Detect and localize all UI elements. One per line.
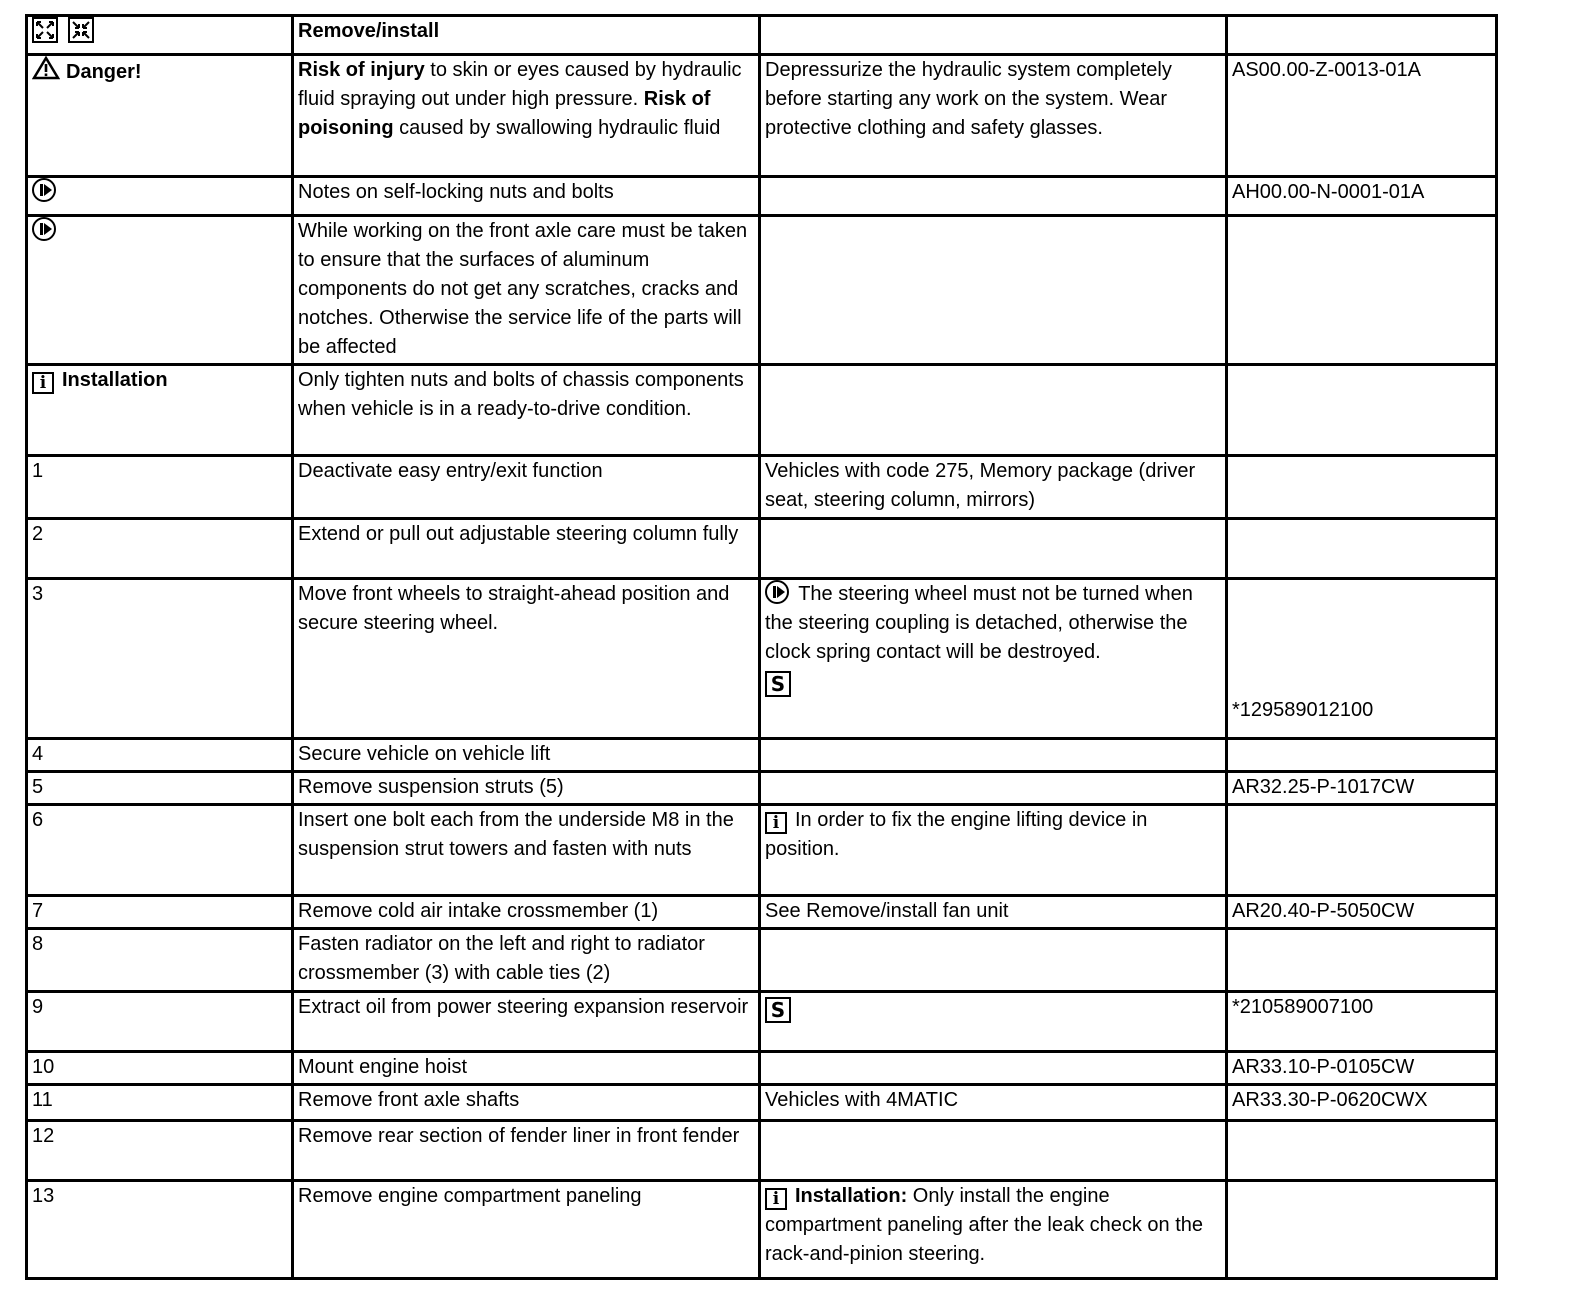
special-tool-icon[interactable]: S	[765, 997, 791, 1023]
note-ref[interactable]: AH00.00-N-0001-01A	[1227, 177, 1497, 216]
table-row	[27, 519, 1497, 579]
note-icon	[32, 178, 56, 202]
table-row	[27, 992, 1497, 1052]
step-action: Mount engine hoist	[293, 1052, 760, 1085]
page-title: Remove/install	[293, 16, 760, 55]
step-action: Remove cold air intake crossmember (1)	[293, 896, 760, 929]
header-icons-cell	[27, 16, 293, 55]
step-number: 2	[27, 519, 293, 579]
step-ref[interactable]: *129589012100	[1227, 579, 1497, 739]
step-number: 3	[27, 579, 293, 739]
note-icon	[765, 580, 789, 604]
table-row	[27, 929, 1497, 992]
special-tool-icon[interactable]: S	[765, 671, 791, 697]
info-icon: i	[32, 372, 54, 394]
step-action: Move front wheels to straight-ahead position and secure steering wheel.	[293, 579, 760, 739]
step-action: Remove rear section of fender liner in front fender	[293, 1121, 760, 1181]
step-number: 10	[27, 1052, 293, 1085]
step-ref[interactable]: *210589007100	[1227, 992, 1497, 1052]
step-action: Extract oil from power steering expansion reservoir	[293, 992, 760, 1052]
table-row	[27, 772, 1497, 805]
step-action: Remove front axle shafts	[293, 1085, 760, 1121]
danger-label: Danger!	[66, 61, 142, 83]
note-text: Notes on self-locking nuts and bolts	[293, 177, 760, 216]
step-note: Vehicles with 4MATIC	[760, 1085, 1227, 1121]
step-note: Vehicles with code 275, Memory package (driver seat, steering column, mirrors)	[760, 456, 1227, 519]
table-row	[27, 1121, 1497, 1181]
step-note: The steering wheel must not be turned when the steering coupling is detached, otherwise the clock spring contact will be destroyed. S	[760, 579, 1227, 739]
step-note: See Remove/install fan unit	[760, 896, 1227, 929]
step-number: 13	[27, 1181, 293, 1279]
table-row	[27, 456, 1497, 519]
step-action: Remove engine compartment paneling	[293, 1181, 760, 1279]
step-ref[interactable]: AR20.40-P-5050CW	[1227, 896, 1497, 929]
danger-remedy: Depressurize the hydraulic system completely before starting any work on the system. Wear protective clothing and safety glasses.	[760, 55, 1227, 177]
installation-text: Only tighten nuts and bolts of chassis components when vehicle is in a ready-to-drive condition.	[293, 365, 760, 456]
table-row	[27, 1181, 1497, 1279]
step-number: 7	[27, 896, 293, 929]
danger-row	[27, 55, 1497, 177]
step-number: 4	[27, 739, 293, 772]
step-action: Insert one bolt each from the underside M8 in the suspension strut towers and fasten with nuts	[293, 805, 760, 896]
table-row	[27, 805, 1497, 896]
warning-triangle-icon	[32, 56, 60, 89]
installation-label: Installation	[62, 369, 168, 391]
note-icon	[32, 217, 56, 241]
table-row	[27, 579, 1497, 739]
note-text: While working on the front axle care must be taken to ensure that the surfaces of aluminum components do not get any scratches, cracks and notches. Otherwise the service life of the parts will be affected	[293, 216, 760, 365]
step-action: Remove suspension struts (5)	[293, 772, 760, 805]
danger-ref[interactable]: AS00.00-Z-0013-01A	[1227, 55, 1497, 177]
zoom-out-icon[interactable]	[68, 17, 94, 43]
step-number: 9	[27, 992, 293, 1052]
step-action: Extend or pull out adjustable steering column fully	[293, 519, 760, 579]
step-ref[interactable]: AR33.30-P-0620CWX	[1227, 1085, 1497, 1121]
table-row	[27, 739, 1497, 772]
step-number: 12	[27, 1121, 293, 1181]
step-action: Fasten radiator on the left and right to radiator crossmember (3) with cable ties (2)	[293, 929, 760, 992]
step-number: 11	[27, 1085, 293, 1121]
step-number: 5	[27, 772, 293, 805]
info-icon: i	[765, 1188, 787, 1210]
step-ref[interactable]: AR33.10-P-0105CW	[1227, 1052, 1497, 1085]
step-note: i In order to fix the engine lifting device in position.	[760, 805, 1227, 896]
note-row	[27, 216, 1497, 365]
step-note: i Installation: Only install the engine compartment paneling after the leak check on the rack-and-pinion steering.	[760, 1181, 1227, 1279]
step-ref[interactable]: AR32.25-P-1017CW	[1227, 772, 1497, 805]
header-row	[27, 16, 1497, 55]
note-row	[27, 177, 1497, 216]
step-action: Secure vehicle on vehicle lift	[293, 739, 760, 772]
danger-text: Risk of injury to skin or eyes caused by hydraulic fluid spraying out under high pressure. Risk of poisoning caused by swallowing hydraulic fluid	[293, 55, 760, 177]
zoom-in-icon[interactable]	[32, 17, 58, 43]
table-row	[27, 1085, 1497, 1121]
procedure-table	[25, 14, 1498, 1280]
step-number: 8	[27, 929, 293, 992]
step-note	[760, 992, 1227, 1052]
step-number: 6	[27, 805, 293, 896]
info-icon: i	[765, 812, 787, 834]
step-action: Deactivate easy entry/exit function	[293, 456, 760, 519]
step-number: 1	[27, 456, 293, 519]
installation-row	[27, 365, 1497, 456]
table-row	[27, 896, 1497, 929]
table-row	[27, 1052, 1497, 1085]
